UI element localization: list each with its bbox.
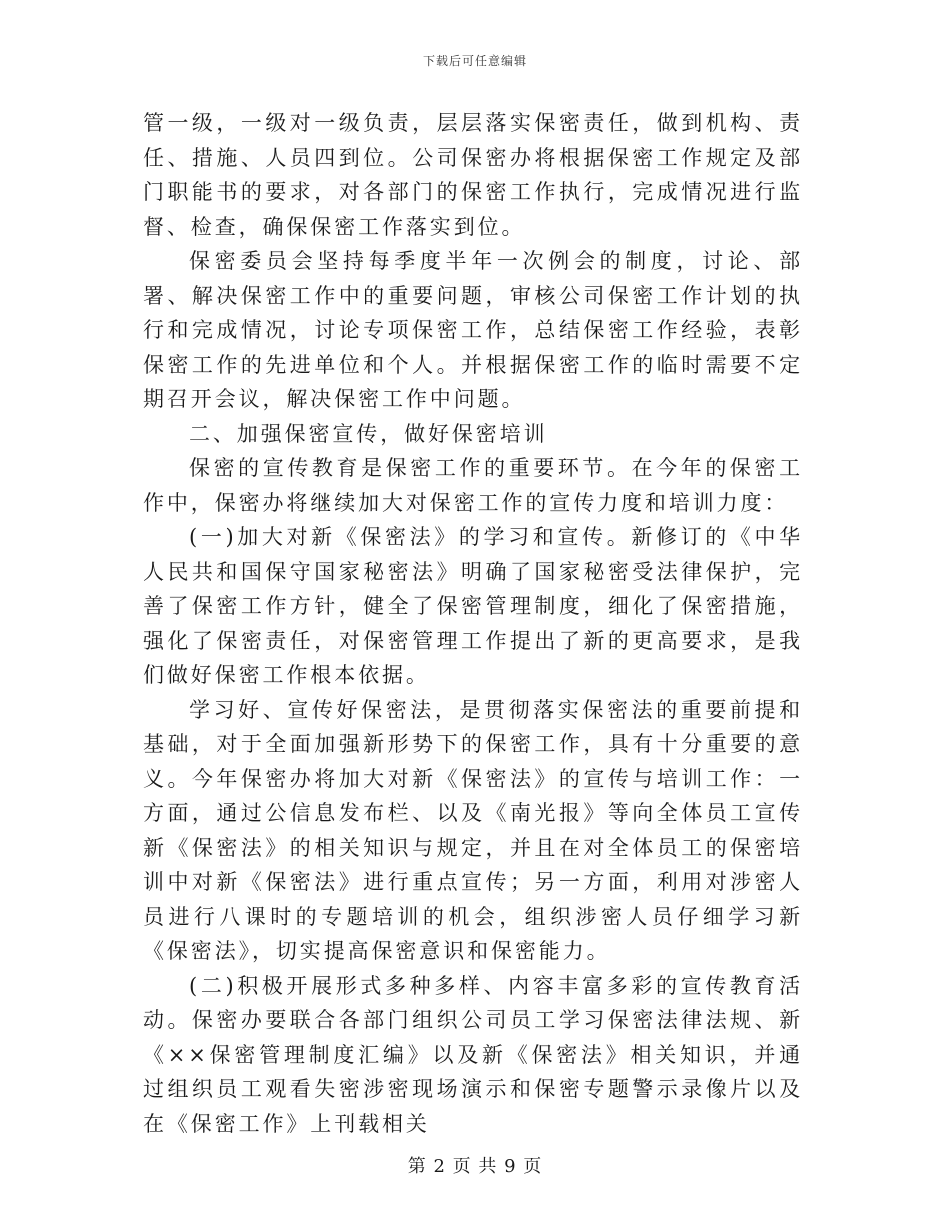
- document-body: [143, 106, 803, 1141]
- paragraph-continuation: 管一级，一级对一级负责，层层落实保密责任，做到机构、责任、措施、人员四到位。公司保密办将根据保密工作规定及部门职能书的要求，对各部门的保密工作执行，完成情况进行监督、检查，确保保密工作落实到位。: [143, 111, 803, 239]
- paragraph-item-one: (一)加大对新《保密法》的学习和宣传。新修订的《中华人民共和国保守国家秘密法》明确了国家秘密受法律保护，完善了保密工作方针，健全了保密管理制度，细化了保密措施，强化了保密责任，对保密管理工作提出了新的更高要求，是我们做好保密工作根本依据。: [143, 525, 803, 687]
- page-number: 第 2 页 共 9 页: [407, 1156, 543, 1177]
- header-note: 下载后可任意编辑: [422, 54, 527, 68]
- paragraph-item-two: (二)积极开展形式多种多样、内容丰富多彩的宣传教育活动。保密办要联合各部门组织公司员工学习保密法律法规、新《××保密管理制度汇编》以及新《保密法》相关知识，并通过组织员工观看失密涉密现场演示和保密专题警示录像片以及在《保密工作》上刊载相关: [143, 973, 803, 1136]
- section-heading: 二、加强保密宣传，做好保密培训: [189, 421, 548, 446]
- paragraph-study-law: 学习好、宣传好保密法，是贯彻落实保密法的重要前提和基础，对于全面加强新形势下的保密工作，具有十分重要的意义。今年保密办将加大对新《保密法》的宣传与培训工作：一方面，通过公信息发布栏、以及《南光报》等向全体员工宣传新《保密法》的相关知识与规定，并且在对全体员工的保密培训中对新《保密法》进行重点宣传；另一方面，利用对涉密人员进行八课时的专题培训的机会，组织涉密人员仔细学习新《保密法》，切实提高保密意识和保密能力。: [143, 697, 803, 963]
- paragraph-propaganda-intro: 保密的宣传教育是保密工作的重要环节。在今年的保密工作中，保密办将继续加大对保密工作的宣传力度和培训力度：: [143, 456, 803, 515]
- paragraph-committee-meetings: 保密委员会坚持每季度半年一次例会的制度，讨论、部署、解决保密工作中的重要问题，审核公司保密工作计划的执行和完成情况，讨论专项保密工作，总结保密工作经验，表彰保密工作的先进单位和个人。并根据保密工作的临时需要不定期召开会议，解决保密工作中问题。: [143, 249, 803, 411]
